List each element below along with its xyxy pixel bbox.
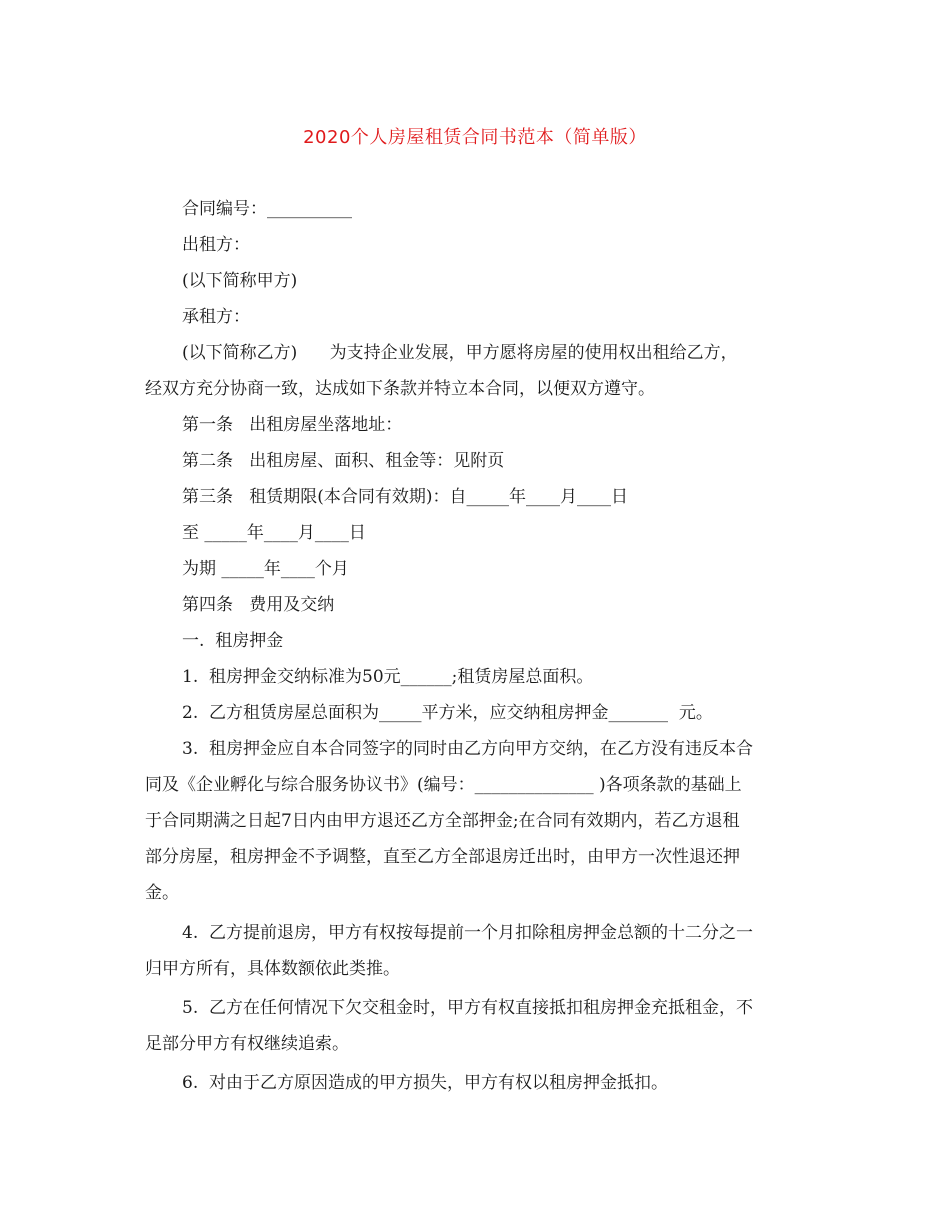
clause-4-line-2: 归甲方所有，具体数额依此类推。 — [145, 959, 400, 979]
article-2: 第二条 出租房屋、面积、租金等：见附页 — [182, 451, 505, 471]
party-a-note: (以下简称甲方) — [182, 271, 298, 291]
lessor-line: 出租方： — [182, 235, 250, 255]
lessee-line: 承租方： — [182, 307, 250, 327]
clause-3-line-5: 金。 — [145, 883, 179, 903]
clause-5-line-1: 5. 乙方在任何情况下欠交租金时，甲方有权直接抵扣租房押金充抵租金，不 — [182, 998, 754, 1018]
clause-4-line-1: 4. 乙方提前退房，甲方有权按每提前一个月扣除租房押金总额的十二分之一 — [182, 923, 754, 943]
section-deposit: 一. 租房押金 — [182, 631, 284, 651]
preamble-line-1: (以下简称乙方) 为支持企业发展，甲方愿将房屋的使用权出租给乙方， — [182, 343, 738, 363]
article-3: 第三条 租赁期限(本合同有效期)：自_____年____月____日 — [182, 487, 628, 507]
document-title: 2020个人房屋租赁合同书范本（简单版） — [303, 127, 647, 148]
contract-number-line: 合同编号：__________ — [182, 199, 352, 219]
clause-3-line-1: 3. 租房押金应自本合同签字的同时由乙方向甲方交纳，在乙方没有违反本合 — [182, 739, 754, 759]
preamble-line-2: 经双方充分协商一致，达成如下条款并特立本合同，以便双方遵守。 — [145, 379, 655, 399]
clause-2: 2. 乙方租赁房屋总面积为_____平方米，应交纳租房押金_______ 元。 — [182, 703, 713, 723]
clause-3-line-4: 部分房屋，租房押金不予调整，直至乙方全部退房迁出时，由甲方一次性退还押 — [145, 847, 740, 867]
clause-6: 6. 对由于乙方原因造成的甲方损失，甲方有权以租房押金抵扣。 — [182, 1073, 669, 1093]
article-1: 第一条 出租房屋坐落地址： — [182, 415, 403, 435]
article-4: 第四条 费用及交纳 — [182, 595, 335, 615]
article-3-end-date: 至 _____年____月____日 — [182, 523, 366, 543]
clause-3-line-3: 于合同期满之日起7日内由甲方退还乙方全部押金;在合同有效期内，若乙方退租 — [145, 811, 740, 831]
clause-5-line-2: 足部分甲方有权继续追索。 — [145, 1034, 349, 1054]
clause-1: 1. 租房押金交纳标准为50元______;租赁房屋总面积。 — [182, 667, 594, 687]
article-3-duration: 为期 _____年____个月 — [182, 559, 349, 579]
clause-3-line-2: 同及《企业孵化与综合服务协议书》(编号：______________ )各项条款的基础上 — [145, 775, 742, 795]
